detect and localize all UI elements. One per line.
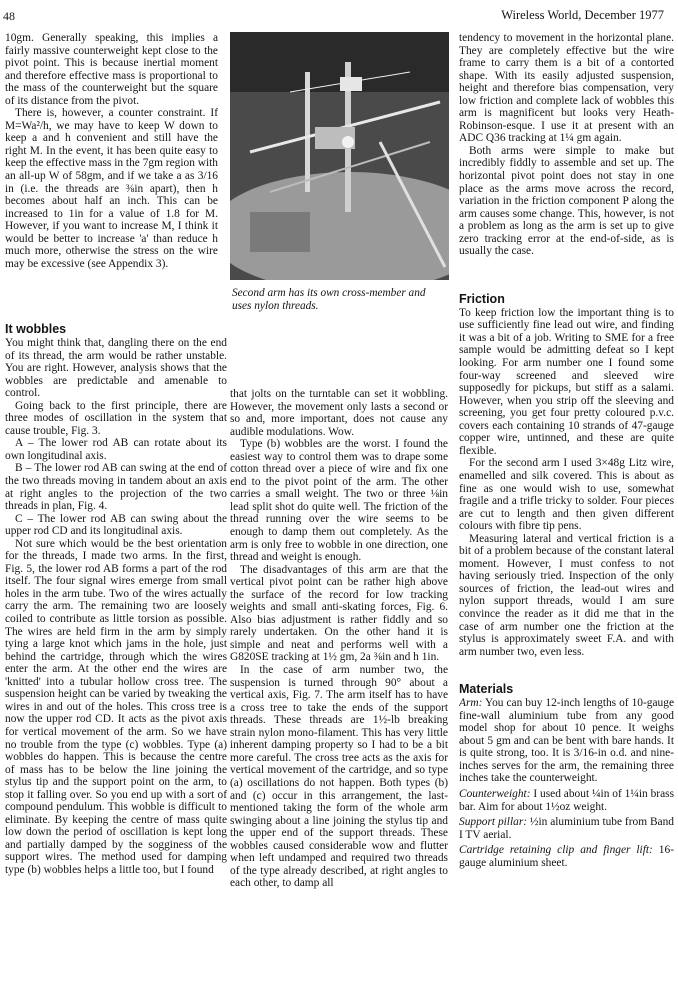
paragraph: For the second arm I used 3×48g Litz wire, enamelled and silk covered. This is about as fine as one would wish to use, somewhat fragile and a trifle tricky to solder. Four pieces are cut to length and then given different colours with fibre tip pens. [459,457,674,533]
materials-item-text: 16-gauge aluminium sheet. [459,844,674,869]
materials-item-text: You can buy 12-inch lengths of 10-gauge fine-wall aluminium tube from any good model shop for about 10 pence. It weighs about 5 gm and can be bent with bare hands. It is quite strong, too. It is 3/16-in o.d. and nine-inches serves for the arm, the remaining three inches take the counterweight. [459,697,674,785]
materials-item-label: Arm: [459,697,483,710]
oscillation-mode-a: A – The lower rod AB can rotate about its own longitudinal axis. [5,437,227,462]
photo-caption: Second arm has its own cross-member and uses nylon threads. [232,287,426,312]
section-heading-materials: Materials [459,682,514,697]
materials-item [459,697,674,785]
paragraph: Going back to the first principle, there are three modes of oscillation in the system that cause trouble, Fig. 3. [5,399,227,437]
materials-item-text: I used about ¼in of 1¼in brass bar. Aim for about 1½oz weight. [459,787,674,813]
paragraph: You might think that, dangling there on the end of its thread, the arm would be rather unstable. You are right. However, analysis shows that the wobbles are predictable and amenable to control. [5,337,227,400]
materials-item-label: Support pillar: [459,816,528,829]
materials-item [459,788,674,813]
materials-item-label: Cartridge retaining clip and finger lift: [459,844,653,857]
column-2-bottom [230,388,448,990]
paragraph: that jolts on the turntable can set it wobbling. However, the movement only lasts a second or so and, more important, does not cause any audible modulations. Wow. [230,388,448,438]
materials-item [459,816,674,841]
materials-item-text: ½in aluminium tube from Band I TV aerial. [459,816,674,841]
section-heading-it-wobbles: It wobbles [5,322,67,336]
materials-item-label: Counterweight: [459,787,531,800]
paragraph: Type (b) wobbles are the worst. I found the easiest way to control them was to drape some cotton thread over a piece of wire and fix one end to the pivot point of the arm. The other carries a small weight. The two or three ⅛in lead split shot do quite well. The friction of the thread running over the wire seems to be enough to damp them out completely. As the arm is only free to wobble in one direction, one thread and weight is enough. [230,438,448,564]
column-3 [459,32,674,990]
paragraph: 10gm. Generally speaking, this implies a fairly massive counterweight kept close to the pivot point. This is because inertial moment and therefore effective mass is proportional to the mass of the counterweight but the square of its distance from the pivot. [5,32,218,107]
paragraph: In the case of arm number two, the suspension is turned through 90° about a vertical axis, Fig. 7. The arm itself has to have a cross tree to take the ends of the support threads. These threads are 1½-lb breaking strain nylon mono-filament. This has very little inherent damping property so I had to be a bit more careful. The cross tree acts as the axis for vertical movement of the cartridge, and so type (a) oscillations do not happen. Both types (b) and (c) occur in this arrangement, the last-mentioned taking the form of the whole arm swinging about a line joining the stylus tip and the upper end of the support threads. These wobbles caused considerable wow and flutter when left undamped and required two threads of the type already described, at right angles to each other, to damp all [230,664,448,890]
paragraph: There is, however, a counter constraint. If M=Wa²/h, we may have to keep W down to keep a and h convenient and still have the right M. In the event, it has been quite easy to keep the effective mass in the 7gm region with an all-up W of 58gm, and if we take a as 3/16 in (i.e. the threads are ⅜in apart), then h becomes about half an inch. This can be increased to 1in for a value of 1.8 for M. However, if you want to increase M, I think it would be better to increase 'a' than reduce h much more, otherwise the stress on the wire may be excessive (see Appendix 3). [5,107,218,270]
paragraph: Measuring lateral and vertical friction is a bit of a problem because of the constant lateral moment. However, I must confess to not having seriously tried. Inspection of the only sources of friction, the lead-out wires and nylon support threads, would I am sure convince the reader as it did me that in the case of arm number one the friction at the stylus is approximately sweet F.A. and with arm number two, even less. [459,532,674,658]
paragraph: Both arms were simple to make but incredibly fiddly to assemble and set up. The horizontal pivot point does not stay in one place as the arms move across the record, variation in the friction component P along the arm causes some change. This, however, is not a problem as long as the arm is set up to give zero tracking error at the end-of-side, as is usually the case. [459,144,674,258]
section-heading-friction: Friction [459,291,505,306]
paragraph: To keep friction low the important thing is to use sufficiently fine lead out wire, and finding it was a bit of a job. Writing to SME for a free sample would be admitting defeat so I kept looking. For arm number one I found some four-way screened and sleeved wire supposedly for pickups, but stiff as a salami. However, when you strip off the sleeving and screening, you get four pretty coloured p.v.c. covers each containing 10 strands of 47-gauge copper wire, untinned, and these are quite flexible. [459,306,674,457]
page-number: 48 [3,9,15,23]
paragraph: tendency to movement in the horizontal plane. They are completely effective but the wire frame to carry them is a bit of a contorted shape. With its easily adjusted suspension, height and therefore bias compensation, very low friction and complete lack of wobbles this arm is magnificent but looks very Heath-Robinson-esque. I use it at present with an ADC Q36 tracking at 1¼ gm again. [459,32,674,145]
running-head: Wireless World, December 1977 [501,8,664,22]
paragraph: The disadvantages of this arm are that the vertical pivot point can be rather high above the surface of the record for low tracking weights and small anti-skating forces, Fig. 6. Also bias adjustment is rather fiddly and so rarely undertaken. On the other hand it is simple and neat and performs well with a G820SE tracking at 1½ gm, 2a ⅜in and h 1in. [230,563,448,664]
arm-photograph [230,32,449,280]
column-1-bottom [5,322,227,990]
column-1-top [5,32,218,312]
paragraph: Not sure which would be the best orientation for the threads, I made two arms. In the first, Fig. 5, the lower rod AB forms a part of the rod itself. The four signal wires emerge from small holes in the arm tube. Two of the wires actually carry the arm. The remaining two are loosely coiled to contribute as little torsion as possible. The wires are held firm in the arm by simply tying a large knot which jams in the hole, just behind the cartridge, through which the wires enter the arm. At the other end the wires are 'knitted' into a tubular hollow cross tree. The suspension height can be varied by tweaking the wires in and out of the holes. This cross tree is now the upper rod CD. It acts as the pivot axis for vertical movement of the arm. So we have no trouble from the type (c) wobbles. Type (a) wobbles do happen. This is because the centre of mass has to be below the line joining the stylus tip and the support point on the arm, to stop it falling over. So you end up with a sort of compound pendulum. This wobble is difficult to eliminate. By keeping the centre of mass quite low down the period of oscillation is kept long and partially damped by the sogginess of the support wires. The method used for damping type (b) wobbles helps a little too, but I found [5,537,227,876]
oscillation-mode-c: C – The lower rod AB can swing about the upper rod CD and its longitudinal axis. [5,512,227,538]
materials-item [459,844,674,869]
oscillation-mode-b: B – The lower rod AB can swing at the end of the two threads moving in tandem about an axis at right angles to the projection of the two threads in plan, Fig. 4. [5,462,227,513]
